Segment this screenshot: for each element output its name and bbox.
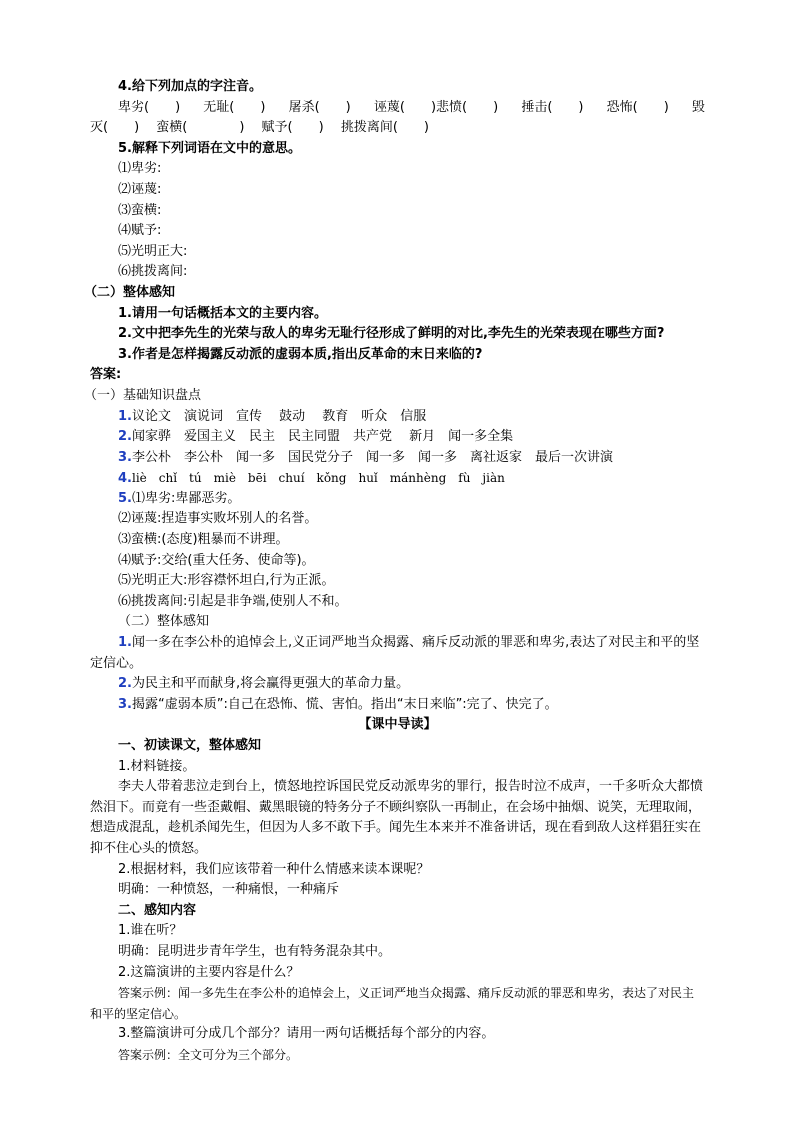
- q5-item: ⑶蛮横:: [118, 202, 162, 218]
- q5-item: ⑸光明正大:: [118, 243, 188, 259]
- answers-label: 答案:: [90, 367, 122, 383]
- question: 1.谁在听？: [118, 923, 183, 939]
- q5-item: ⑹挑拨离间:: [118, 264, 188, 280]
- answer-text: 明确：一种愤怒，一种痛恨，一种痛斥: [118, 882, 340, 898]
- answer-subitem: ⑷赋予:交给(重大任务、使命等)。: [118, 552, 315, 568]
- answer-number: 3.: [118, 449, 132, 465]
- question: 2.这篇演讲的主要内容是什么？: [118, 964, 300, 980]
- question: 1.请用一句话概括本文的主要内容。: [118, 305, 327, 321]
- answer-item: [90, 468, 705, 489]
- answer-text: 议论文 演说词 宣传 鼓动 教育 听众 信服: [131, 408, 427, 424]
- answer-text: 李公朴 李公朴 闻一多 国民党分子 闻一多 闻一多 离社返家 最后一次讲演: [131, 449, 613, 465]
- answer-subitem: ⑹挑拨离间:引起是非争端,使别人不和。: [118, 593, 348, 609]
- section-heading: （二）整体感知: [84, 284, 176, 300]
- question: 3.作者是怎样揭露反动派的虚弱本质,指出反革命的末日来临的?: [118, 346, 483, 362]
- answers-section-heading: （一）基础知识盘点: [84, 387, 202, 403]
- answer-number: 2.: [118, 429, 132, 445]
- answer-text: 答案示例：闻一多先生在李公朴的追悼会上，义正词严地当众揭露、痛斥反动派的罪恶和卑劣，表达了对民主和平的坚定信心。: [90, 986, 695, 1021]
- answer-number: 2.: [118, 676, 132, 692]
- answer-number: 4.: [118, 471, 132, 487]
- q4-item: 恐怖( ): [606, 99, 669, 115]
- q4-item: 毁: [691, 99, 705, 115]
- answer-number: 5.: [118, 490, 132, 506]
- answer-text: 揭露“虚弱本质”:自己在恐怖、慌、害怕。指出“末日来临”:完了、快完了。: [131, 696, 558, 712]
- q4-title: 4.给下列加点的字注音。: [118, 79, 262, 94]
- part-heading: 一、初读课文，整体感知: [118, 738, 262, 753]
- answer-number: 3.: [118, 696, 132, 712]
- question: 2.根据材料，我们应该带着一种什么情感来读本课呢？: [118, 861, 430, 877]
- q5-item: ⑴卑劣:: [118, 161, 162, 177]
- q4-item: 无耻( ): [203, 99, 266, 115]
- answers-section-heading: （二）整体感知: [118, 614, 210, 630]
- q5-item: ⑵诬蔑:: [118, 181, 162, 197]
- answer-text: 闻家骅 爱国主义 民主 民主同盟 共产党 新月 闻一多全集: [131, 429, 514, 445]
- answer-item: [90, 448, 705, 469]
- answer-item: [90, 695, 705, 716]
- part-heading: 二、感知内容: [118, 902, 197, 918]
- material-paragraph: 李夫人带着悲泣走到台上，愤怒地控诉国民党反动派卑劣的罪行，报告时泣不成声，一千多听众大都愤然泪下。而竟有一些歪戴帽、戴黑眼镜的特务分子不顾纠察队一再制止，在会场中抽烟、说笑，无理取闹，想造成混乱，趁机杀闻先生，但因为人多不敢下手。闻先生本来并不准备讲话，现在看到敌人这样猖狂实在抑不住心头的愤怒。: [90, 779, 704, 856]
- q4-item: 卑劣( ): [118, 99, 181, 115]
- q4-items-row-2: 灭( ) 蛮横( ) 赋予( ) 挑拨离间( ): [90, 120, 429, 136]
- q5-title: 5.解释下列词语在文中的意思。: [118, 140, 301, 156]
- material-label: 1.材料链接。: [118, 758, 196, 774]
- q5-item: ⑷赋予:: [118, 223, 162, 239]
- answer-number: 1.: [118, 408, 132, 424]
- q4-item: 屠杀( ): [288, 99, 351, 115]
- answer-text: liè chǐ tú miè bēi chuí kǒng huǐ mánhèng fù jiàn: [131, 471, 505, 486]
- answer-text: 明确：昆明进步青年学生，也有特务混杂其中。: [118, 943, 392, 959]
- answer-text: 答案示例：全文可分为三个部分。: [118, 1047, 299, 1062]
- answer-number: 1.: [118, 635, 132, 651]
- answer-subitem: ⑶蛮横:(态度)粗暴而不讲理。: [118, 532, 289, 548]
- question: 2.文中把李先生的光荣与敌人的卑劣无耻行径形成了鲜明的对比,李先生的光荣表现在哪些方面?: [118, 326, 665, 342]
- document-body: [84, 77, 705, 1066]
- answer-item: [90, 427, 705, 448]
- answer-text: 闻一多在李公朴的追悼会上,义正词严地当众揭露、痛斥反动派的罪恶和卑劣,表达了对民主和平的坚定信心。: [90, 635, 700, 671]
- answer-item: [90, 489, 705, 510]
- q4-item: 诬蔑( )悲愤( ): [373, 99, 499, 115]
- answer-subitem: ⑵诬蔑:捏造事实败坏别人的名誉。: [118, 511, 318, 527]
- answer-item: [90, 674, 705, 695]
- guide-heading: 【课中导读】: [358, 717, 437, 733]
- q4-item: 捶击( ): [521, 99, 584, 115]
- q4-items-row: [90, 98, 705, 119]
- answer-subitem: ⑸光明正大:形容襟怀坦白,行为正派。: [118, 573, 335, 589]
- question: 3.整篇演讲可分成几个部分？请用一两句话概括每个部分的内容。: [118, 1026, 495, 1042]
- answer-item: [90, 407, 705, 428]
- answer-item: [90, 633, 705, 674]
- answer-text: 为民主和平而献身,将会赢得更强大的革命力量。: [131, 676, 410, 692]
- answer-text: ⑴卑劣:卑鄙恶劣。: [131, 490, 241, 506]
